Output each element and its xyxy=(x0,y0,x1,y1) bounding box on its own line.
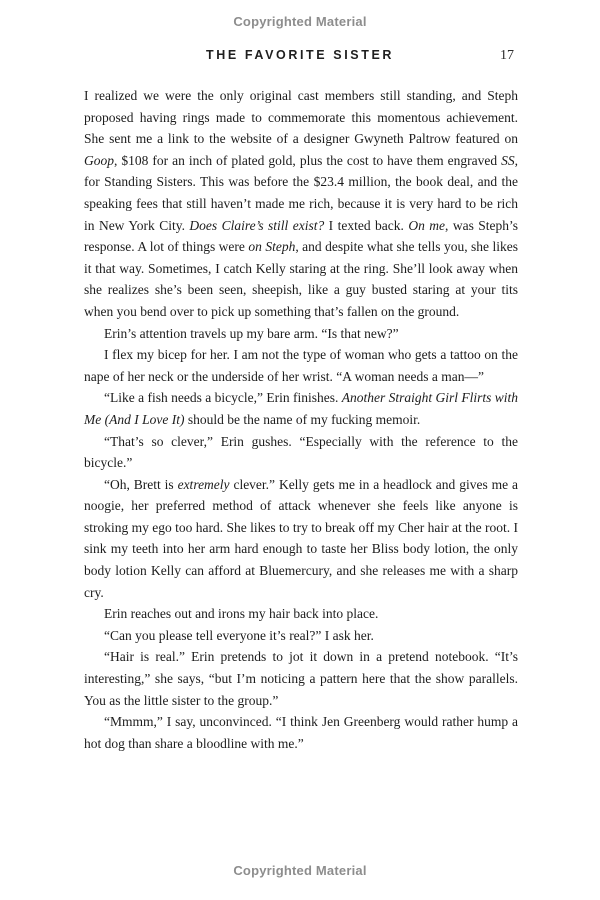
running-header xyxy=(0,48,600,68)
paragraph: Erin’s attention travels up my bare arm. “Is that new?” xyxy=(104,325,399,341)
paragraph: “Like a fish needs a bicycle,” Erin finishes. Another Straight Girl Flirts with Me (And I Love It) should be the name of my fucking memoir. xyxy=(84,390,518,427)
paragraph: I flex my bicep for her. I am not the type of woman who gets a tattoo on the nape of her neck or the underside of her wrist. “A woman needs a man—” xyxy=(84,347,518,384)
page-number: 17 xyxy=(500,48,514,63)
paragraph: “Can you please tell everyone it’s real?” I ask her. xyxy=(104,627,374,643)
copyright-banner-top: Copyrighted Material xyxy=(233,14,367,29)
paragraph: “Oh, Brett is extremely clever.” Kelly gets me in a headlock and gives me a noogie, her preferred method of attack whenever she feels like anyone is stroking my ego too hard. She likes to try to break off my Cher hair at the root. I sink my teeth into her arm hard enough to taste her Bliss body lotion, the only body lotion Kelly can afford at Bluemercury, and she releases me with a sharp cry. xyxy=(84,476,518,600)
paragraph: Erin reaches out and irons my hair back into place. xyxy=(104,606,379,622)
copyright-banner-bottom: Copyrighted Material xyxy=(233,863,367,878)
paragraph: “Hair is real.” Erin pretends to jot it down in a pretend notebook. “It’s interesting,” she says, “but I’m noticing a pattern here that the show parallels. You as the little sister to the group.” xyxy=(84,649,518,708)
paragraph: “Mmmm,” I say, unconvinced. “I think Jen Greenberg would rather hump a hot dog than share a bloodline with me.” xyxy=(84,714,518,751)
page-title: THE FAVORITE SISTER xyxy=(205,48,395,62)
paragraph: I realized we were the only original cast members still standing, and Steph proposed having rings made to commemorate this momentous achievement. She sent me a link to the website of a designer Gwyneth Paltrow featured on Goop, $108 for an inch of plated gold, plus the cost to have them engraved SS, for Standing Sisters. This was before the $23.4 million, the book deal, and the speaking fees that still haven’t made me rich, because it is very hard to be rich in New York City. Does Claire’s still exist? I texted back. On me, was Steph’s response. A lot of things were on Steph, and despite what she tells you, she likes it that way. Sometimes, I catch Kelly staring at the ring. She’ll look away when she realizes she’s been seen, sheepish, like a guy busted staring at your tits when you bend over to pick up something that’s fallen on the ground. xyxy=(84,88,519,319)
body-text xyxy=(84,85,518,754)
paragraph: “That’s so clever,” Erin gushes. “Especially with the reference to the bicycle.” xyxy=(84,433,518,471)
